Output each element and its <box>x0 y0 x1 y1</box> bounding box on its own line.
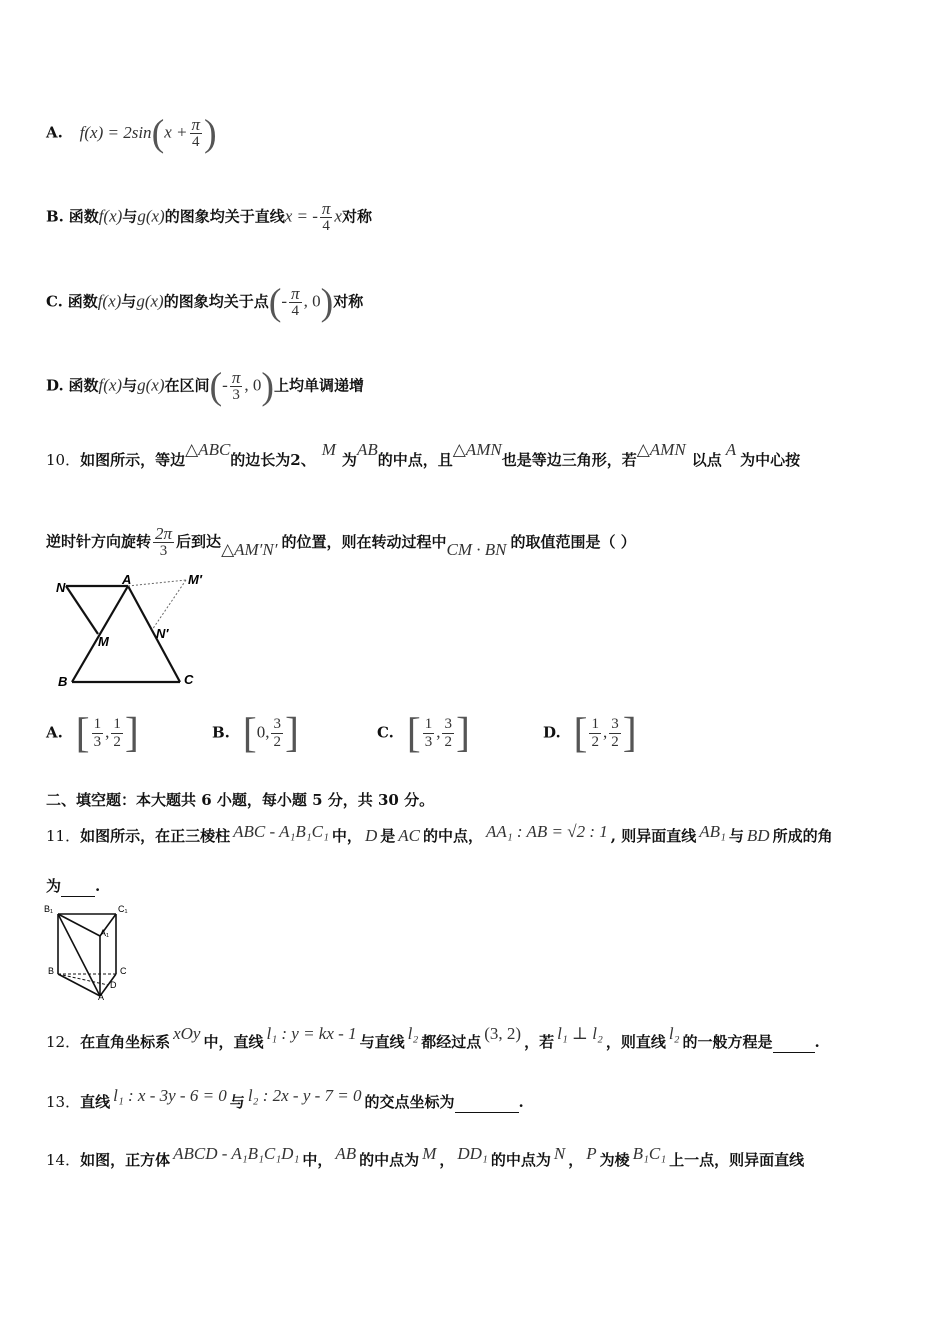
text: 对称 <box>333 292 364 311</box>
option-label: D. <box>46 376 64 395</box>
math-expr: ABC - A₁B₁C₁ <box>233 822 329 841</box>
text: 函数 <box>68 207 99 226</box>
text: 的图象均关于点 <box>163 292 269 311</box>
q14-line <box>46 1144 805 1170</box>
side-nm <box>66 586 98 634</box>
text: 中， <box>302 1151 333 1169</box>
text: ，若 <box>524 1033 555 1051</box>
side-mprime-nprime <box>152 580 186 630</box>
q10-choice-d[interactable]: D. [ $\frac{1}{2}$ , $\frac{3}{2}$ ] <box>543 710 637 757</box>
math-expr: l₁ : x - 3y - 6 = 0 <box>113 1086 227 1105</box>
text: . <box>95 877 101 895</box>
math-expr: AB₁ <box>699 822 726 841</box>
text: . <box>814 1033 820 1051</box>
label-b: B <box>58 674 68 689</box>
math-expr: A <box>725 440 737 459</box>
fraction: $\frac{2\pi}{3}$ <box>155 524 173 559</box>
paren-open: ( <box>151 112 165 155</box>
q9-option-a <box>46 112 217 155</box>
option-label: D. <box>543 723 561 742</box>
q10-line1 <box>46 440 801 470</box>
label-n: N <box>56 580 66 595</box>
math-expr: g(x) <box>137 206 165 226</box>
math-expr: AB <box>335 1144 357 1163</box>
math-expr: △AM′N′ <box>221 539 278 559</box>
text: 在区间 <box>164 376 210 395</box>
option-label: C. <box>46 292 63 311</box>
text: 的一般方程是 <box>682 1033 773 1051</box>
q12-line <box>46 1024 820 1053</box>
bracket-open: [ <box>573 710 588 757</box>
text: 中， <box>331 827 362 845</box>
math-expr: f(x) <box>98 375 123 395</box>
text: ，则直线 <box>605 1033 666 1051</box>
math-expr: xOy <box>173 1024 201 1043</box>
option-label: C. <box>377 723 394 742</box>
q10-choice-b[interactable] <box>212 710 299 757</box>
text: ， <box>439 1151 455 1169</box>
math-expr: M <box>321 440 336 459</box>
text: 所成的角 <box>772 827 833 845</box>
fraction: $\frac{\pi}{4}$ <box>191 115 201 150</box>
math-expr: (3, 2) <box>484 1024 522 1043</box>
option-label: A. <box>46 123 63 142</box>
fraction: $\frac{1}{2}$ <box>591 716 599 750</box>
text: 为 <box>341 451 357 469</box>
paren-open: ( <box>209 365 223 408</box>
q9-option-c <box>46 281 364 324</box>
text: 的交点坐标为 <box>364 1093 455 1111</box>
question-number: 12． <box>46 1033 81 1051</box>
text: 的中点， <box>422 827 483 845</box>
math-expr: - <box>281 291 288 311</box>
math-expr: CM · BN <box>446 539 507 559</box>
option-label: A. <box>46 723 63 742</box>
math-expr: AC <box>398 826 420 845</box>
text: 都经过点 <box>421 1033 482 1051</box>
math-expr: AA₁ : AB = √2 : 1 <box>485 822 608 841</box>
text: 是 <box>380 827 396 845</box>
text: 的位置，则在转动过程中 <box>281 532 447 551</box>
text: 函数 <box>67 292 98 311</box>
side-am-prime <box>128 580 186 586</box>
q11-prism-figure <box>42 902 142 1002</box>
q10-triangle-figure <box>52 570 212 692</box>
label-c1: C₁ <box>118 904 128 914</box>
text: 的边长为2、 <box>230 451 316 469</box>
paren-close: ) <box>261 365 275 408</box>
math-expr: x <box>334 206 342 226</box>
text: 与 <box>122 376 138 395</box>
text: 对称 <box>341 207 372 226</box>
fraction: $\frac{3}{2}$ <box>444 716 452 750</box>
label-m-prime: M′ <box>188 572 202 587</box>
question-number: 10． <box>46 451 81 469</box>
text: 为 <box>46 877 62 895</box>
label-b: B <box>48 966 55 976</box>
label-b1: B₁ <box>44 904 54 914</box>
bracket-close: ] <box>455 710 470 757</box>
math-expr: AB <box>356 440 378 459</box>
bracket-close: ] <box>284 710 299 757</box>
math-expr: l₂ <box>668 1024 680 1043</box>
math-expr: D <box>364 826 378 845</box>
answer-blank[interactable] <box>61 876 95 897</box>
text: 逆时针方向旋转 <box>46 532 152 551</box>
text: 为中心按 <box>740 451 801 469</box>
option-label: B. <box>212 723 230 742</box>
text: . <box>518 1093 524 1111</box>
fraction: $\frac{1}{3}$ <box>424 716 433 750</box>
label-c: C <box>184 672 194 687</box>
text: ， <box>568 1151 584 1169</box>
math-expr: B₁C₁ <box>632 1144 667 1163</box>
q11-line2 <box>46 876 100 897</box>
q10-choice-c[interactable]: C. [ $\frac{1}{3}$ , $\frac{3}{2}$ ] <box>377 710 470 757</box>
text: 的中点为 <box>359 1151 420 1169</box>
math-expr: , 0 <box>303 291 321 311</box>
label-n-prime: N′ <box>156 626 169 641</box>
text: 与 <box>728 827 744 845</box>
option-label: B. <box>46 207 64 226</box>
text: 与直线 <box>359 1033 405 1051</box>
math-expr: l₁ : y = kx - 1 <box>266 1024 357 1043</box>
label-d: D <box>110 980 117 990</box>
q10-choice-a[interactable]: A. [ $\frac{1}{3}$ , $\frac{1}{2}$ ] <box>46 710 139 757</box>
math-expr: x = - <box>284 206 318 226</box>
math-expr: P <box>586 1144 597 1163</box>
math-expr: △AMN <box>452 440 502 459</box>
q11-line1 <box>46 822 833 846</box>
fraction: $\frac{1}{3}$ <box>93 716 102 750</box>
text: 与 <box>122 207 138 226</box>
math-expr: ABCD - A₁B₁C₁D₁ <box>173 1144 300 1163</box>
math-expr: △ABC <box>185 440 231 459</box>
math-expr: l₂ : 2x - y - 7 = 0 <box>247 1086 362 1105</box>
math-expr: g(x) <box>137 375 165 395</box>
fraction: $\frac{\pi}{4}$ <box>321 199 331 234</box>
answer-blank[interactable] <box>773 1032 815 1053</box>
label-a1: A₁ <box>100 928 110 938</box>
q9-option-d <box>46 365 365 408</box>
math-expr: △AMN <box>636 440 686 459</box>
text: 函数 <box>68 376 99 395</box>
fraction: $\frac{\pi}{4}$ <box>291 284 300 319</box>
text: 如图，正方体 <box>80 1151 171 1169</box>
text: 的取值范围是（ ） <box>510 532 636 551</box>
paren-close: ) <box>320 281 334 324</box>
q10-line2 <box>46 525 636 560</box>
text: 的中点，且 <box>377 451 453 469</box>
text: 如图所示，等边 <box>80 451 186 469</box>
text: 与 <box>121 292 137 311</box>
text: , 则异面直线 <box>610 827 697 845</box>
text: 如图所示，在正三棱柱 <box>80 827 231 845</box>
fraction: $\frac{1}{2}$ <box>113 716 121 750</box>
text: 上均单调递增 <box>274 376 365 395</box>
bracket-open: [ <box>242 710 257 757</box>
question-number: 11． <box>46 827 81 845</box>
math-expr: , 0 <box>244 375 262 395</box>
bracket-open: [ <box>75 710 90 757</box>
text: 直线 <box>80 1093 111 1111</box>
label-a: A <box>98 992 105 1002</box>
section-heading: 二、填空题：本大题共 6 小题，每小题 5 分，共 30 分。 <box>46 791 435 809</box>
question-number: 14． <box>46 1151 81 1169</box>
label-m: M <box>98 634 109 649</box>
text: 后到达 <box>176 532 222 551</box>
q13-line <box>46 1086 524 1113</box>
q9-option-b <box>46 200 372 235</box>
text: 与 <box>229 1093 245 1111</box>
bracket-close: ] <box>124 710 139 757</box>
text: 为棱 <box>599 1151 630 1169</box>
math-expr: DD₁ <box>457 1144 488 1163</box>
text: 也是等边三角形，若 <box>501 451 637 469</box>
label-a: A <box>122 572 132 587</box>
math-expr: l₁ ⊥ l₂ <box>557 1024 603 1043</box>
bracket-close: ] <box>622 710 637 757</box>
math-expr: 0, <box>256 722 270 742</box>
math-expr: f(x) <box>98 206 123 226</box>
answer-blank[interactable] <box>455 1092 519 1113</box>
math-expr: g(x) <box>136 291 164 311</box>
math-expr: l₂ <box>407 1024 419 1043</box>
math-expr: f(x) = 2sin <box>79 122 152 142</box>
question-number: 13． <box>46 1093 81 1111</box>
math-expr: N <box>553 1144 566 1163</box>
math-expr: x + <box>164 122 188 142</box>
math-expr: BD <box>746 826 770 845</box>
paren-open: ( <box>268 281 282 324</box>
text: 的中点为 <box>490 1151 551 1169</box>
fraction: $\frac{3}{2}$ <box>273 716 281 750</box>
paren-close: ) <box>204 112 217 155</box>
math-expr: f(x) <box>97 291 122 311</box>
math-expr: - <box>222 375 228 395</box>
text: 以点 <box>691 451 722 469</box>
label-c: C <box>120 966 127 976</box>
text: 中，直线 <box>203 1033 264 1051</box>
fraction: $\frac{3}{2}$ <box>611 716 619 750</box>
bracket-open: [ <box>406 710 421 757</box>
fraction: $\frac{\pi}{3}$ <box>231 368 241 403</box>
text: 上一点，则异面直线 <box>669 1151 805 1169</box>
text: 的图象均关于直线 <box>164 207 285 226</box>
math-expr: M <box>422 1144 437 1163</box>
text: 在直角坐标系 <box>80 1033 171 1051</box>
